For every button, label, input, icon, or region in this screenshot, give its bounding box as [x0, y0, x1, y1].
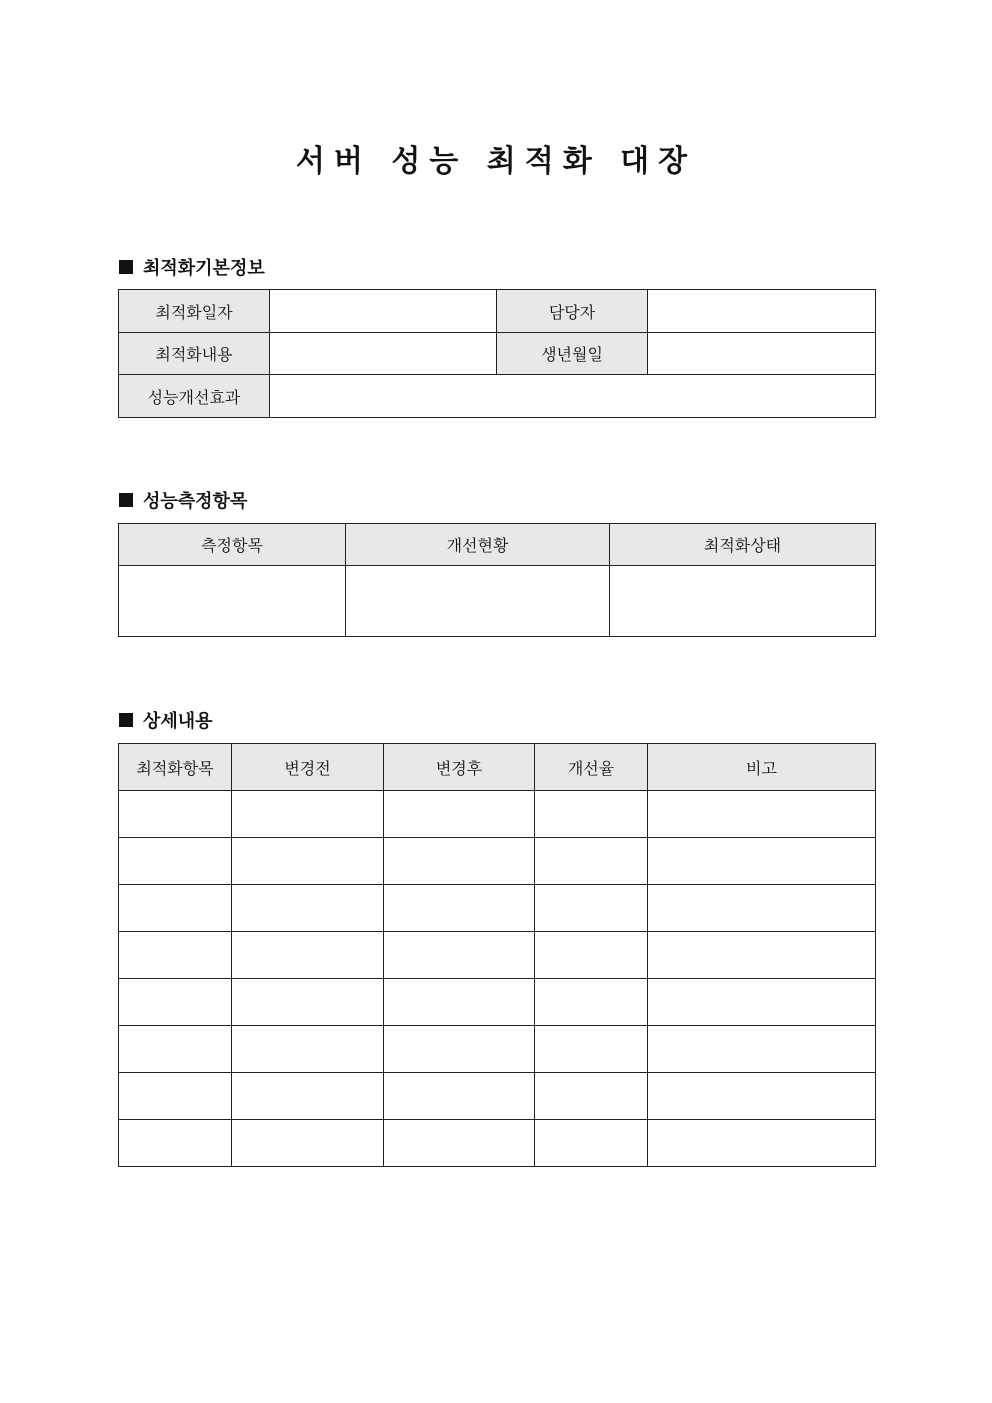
column-header: 개선현황 — [346, 524, 610, 566]
table-cell[interactable] — [384, 791, 535, 838]
table-cell[interactable] — [535, 932, 648, 979]
section-heading-basic-info — [119, 254, 265, 280]
column-header: 측정항목 — [119, 524, 346, 566]
section-heading-details — [119, 707, 213, 733]
column-header: 변경후 — [384, 744, 535, 791]
table-cell[interactable] — [119, 932, 232, 979]
field-date[interactable] — [270, 290, 497, 333]
table-cell[interactable] — [384, 1026, 535, 1073]
label-effect: 성능개선효과 — [119, 375, 270, 418]
table-cell[interactable] — [232, 1026, 384, 1073]
table-cell[interactable] — [232, 1120, 384, 1167]
table-cell[interactable] — [384, 838, 535, 885]
table-header-row — [119, 524, 876, 566]
table-row — [119, 566, 876, 637]
table-cell[interactable] — [232, 885, 384, 932]
basic-info-table — [118, 289, 876, 418]
table-row — [119, 1026, 876, 1073]
table-row — [119, 791, 876, 838]
section-heading-label: 상세내용 — [143, 711, 213, 732]
table-cell[interactable] — [384, 885, 535, 932]
table-cell[interactable] — [535, 1073, 648, 1120]
field-birthdate[interactable] — [648, 333, 876, 375]
details-table — [118, 743, 876, 1167]
square-bullet-icon — [119, 493, 133, 507]
table-cell[interactable] — [535, 1120, 648, 1167]
section-heading-measurement — [119, 487, 247, 513]
label-content: 최적화내용 — [119, 333, 270, 375]
section-heading-label: 최적화기본정보 — [143, 258, 265, 279]
table-cell[interactable] — [610, 566, 876, 637]
column-header: 변경전 — [232, 744, 384, 791]
section-heading-label: 성능측정항목 — [143, 491, 248, 512]
table-cell[interactable] — [648, 838, 876, 885]
table-row — [119, 885, 876, 932]
table-cell[interactable] — [648, 1026, 876, 1073]
table-cell[interactable] — [384, 932, 535, 979]
table-cell[interactable] — [232, 838, 384, 885]
table-cell[interactable] — [119, 979, 232, 1026]
table-cell[interactable] — [232, 932, 384, 979]
table-cell[interactable] — [232, 979, 384, 1026]
table-cell[interactable] — [648, 932, 876, 979]
label-date: 최적화일자 — [119, 290, 270, 333]
table-cell[interactable] — [119, 885, 232, 932]
field-effect[interactable] — [270, 375, 876, 418]
column-header: 최적화상태 — [610, 524, 876, 566]
table-row — [119, 932, 876, 979]
label-manager: 담당자 — [497, 290, 648, 333]
column-header: 최적화항목 — [119, 744, 232, 791]
table-cell[interactable] — [535, 979, 648, 1026]
table-cell[interactable] — [232, 791, 384, 838]
table-cell[interactable] — [119, 791, 232, 838]
label-birthdate: 생년월일 — [497, 333, 648, 375]
table-cell[interactable] — [648, 1073, 876, 1120]
table-cell[interactable] — [535, 1026, 648, 1073]
table-row — [119, 979, 876, 1026]
table-row — [119, 333, 876, 375]
column-header: 개선율 — [535, 744, 648, 791]
table-cell[interactable] — [119, 838, 232, 885]
page-title: 서버 성능 최적화 대장 — [295, 144, 697, 179]
table-cell[interactable] — [535, 791, 648, 838]
field-content[interactable] — [270, 333, 497, 375]
table-cell[interactable] — [119, 1026, 232, 1073]
table-cell[interactable] — [119, 566, 346, 637]
square-bullet-icon — [119, 260, 133, 274]
measurement-table — [118, 523, 876, 637]
table-cell[interactable] — [648, 885, 876, 932]
column-header: 비고 — [648, 744, 876, 791]
table-row — [119, 838, 876, 885]
table-cell[interactable] — [648, 791, 876, 838]
table-cell[interactable] — [535, 885, 648, 932]
square-bullet-icon — [119, 713, 133, 727]
table-cell[interactable] — [535, 838, 648, 885]
table-cell[interactable] — [346, 566, 610, 637]
table-cell[interactable] — [648, 1120, 876, 1167]
table-cell[interactable] — [119, 1073, 232, 1120]
table-cell[interactable] — [119, 1120, 232, 1167]
field-manager[interactable] — [648, 290, 876, 333]
table-cell[interactable] — [384, 1073, 535, 1120]
table-row — [119, 1073, 876, 1120]
table-row — [119, 1120, 876, 1167]
table-cell[interactable] — [232, 1073, 384, 1120]
table-cell[interactable] — [384, 979, 535, 1026]
table-cell[interactable] — [384, 1120, 535, 1167]
table-cell[interactable] — [648, 979, 876, 1026]
table-row — [119, 290, 876, 333]
table-row — [119, 375, 876, 418]
table-header-row — [119, 744, 876, 791]
